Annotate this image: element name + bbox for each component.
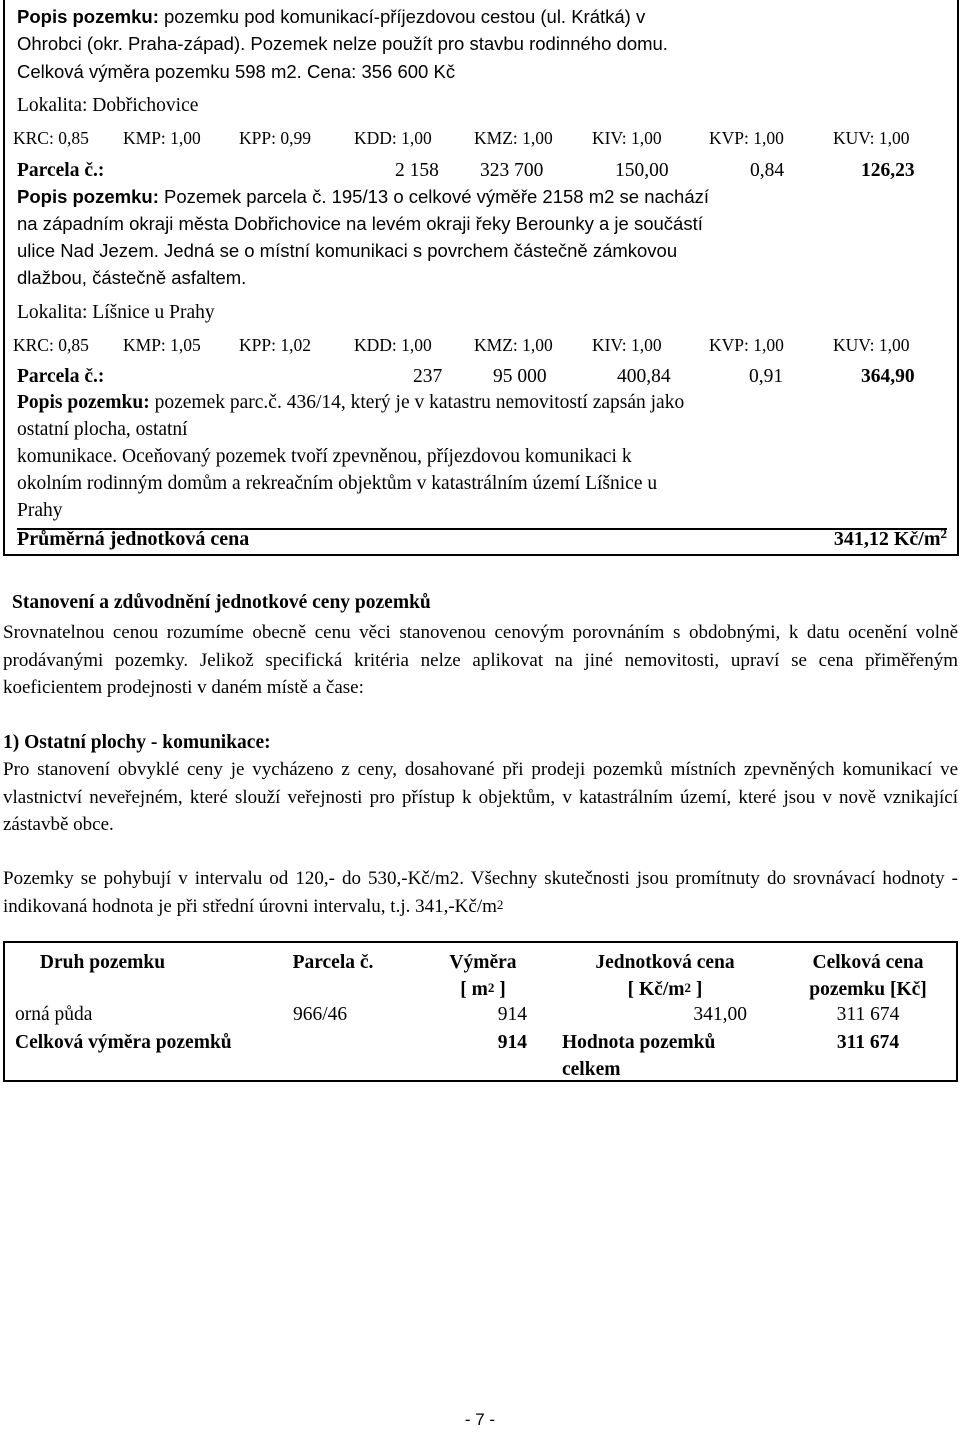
popis-line-2: Ohrobci (okr. Praha-západ). Pozemek nelze použít pro stavbu rodinného domu. — [17, 33, 668, 54]
koeficient-value: 0,91 — [749, 366, 784, 387]
average-price-value: 341,12 $Kč/m^2$ — [833, 526, 947, 550]
page-number: - 7 - — [464, 1410, 496, 1429]
popis-dobrichovice-1: Popis pozemku: Pozemek parcela č. 195/13 o celkové výměře 2158 m2 se nachází — [17, 186, 710, 207]
section-heading: Stanovení a zdůvodnění jednotkové ceny pozemků — [12, 592, 431, 613]
popis-lisnice-5: Prahy — [17, 500, 63, 521]
popis-lisnice-2: ostatní plocha, ostatní — [17, 419, 188, 440]
average-price-row — [17, 528, 947, 556]
koeficient-value: 0,84 — [750, 160, 785, 181]
popis-dobrichovice-2: na západním okraji města Dobřichovice na levém okraji řeky Berounky a je součástí — [17, 213, 703, 234]
parcela-label: Parcela č.: — [17, 160, 105, 181]
paragraph-srovnatelna-cena: Srovnatelnou cenou rozumíme obecně cenu věci stanovenou cenovým porovnáním s obdobnými, k datu ocenění volně prodávanými pozemky. Jelikož specifická kritéria nelze aplikovat na jiné nemovitosti, upraví se cena přiměřeným koeficientem prodejnosti v daném místě a čase: — [3, 622, 958, 698]
header-parcela: Parcela č. — [292, 952, 374, 973]
total-hodnota-label-2: celkem — [562, 1059, 621, 1080]
header-celkova-cena: Celková cena — [812, 952, 924, 973]
upravena-cena-value: 364,90 — [861, 366, 915, 387]
popis-lisnice-3: komunikace. Oceňovaný pozemek tvoří zpevněnou, příjezdovou komunikaci k — [17, 446, 632, 467]
header-jednotkova-cena-unit: [ $Kč/m^2$ ] — [627, 979, 703, 1000]
total-cena: 311 674 — [836, 1032, 900, 1053]
header-vymera: Výměra — [449, 952, 517, 973]
jedn-cena-value: 400,84 — [617, 366, 671, 387]
coefficients-row: KRC: 0,85 KMP: 1,00 KPP: 0,99 KDD: 1,00 KMZ: 1,00 KIV: 1,00 KVP: 1,00 KUV: 1,00 — [13, 128, 910, 148]
header-druh: Druh pozemku — [39, 952, 166, 973]
popis-line-1: Popis pozemku: pozemku pod komunikací-příjezdovou cestou (ul. Krátká) v — [17, 6, 646, 27]
cell-vymera: 914 — [497, 1004, 527, 1025]
total-hodnota-label: Hodnota pozemků — [562, 1032, 716, 1053]
popis-dobrichovice-4: dlažbou, částečně asfaltem. — [17, 267, 247, 288]
header-celkova-cena-unit: pozemku [Kč] — [809, 979, 927, 1000]
upravena-cena-value: 126,23 — [861, 160, 915, 181]
lokalita-lisnice: Lokalita: Líšnice u Prahy — [17, 302, 215, 323]
total-label: Celková výměra pozemků — [15, 1032, 232, 1053]
total-vymera: 914 — [497, 1032, 527, 1053]
jedn-cena-value: 150,00 — [615, 160, 669, 181]
cell-celkova-cena: 311 674 — [836, 1004, 900, 1025]
average-price-label: Průměrná jednotková cena — [17, 528, 250, 550]
vymera-value: 237 — [413, 366, 443, 387]
header-jednotkova-cena: Jednotková cena — [595, 952, 735, 973]
cell-parcela: 966/46 — [293, 1004, 348, 1025]
summary-table — [3, 941, 958, 1082]
paragraph-obvykla-cena: Pro stanovení obvyklé ceny je vycházeno z ceny, dosahované při prodeji pozemků místních zpevněných komunikací ve vlastnictví neveřejném, které slouží veřejnosti pro přístup k objektům, v katastrálním území, které jsou v nově vznikající zástavbě obce. — [3, 759, 958, 835]
parcela-label: Parcela č.: — [17, 366, 105, 387]
cell-jednotkova-cena: 341,00 — [693, 1004, 747, 1025]
cell-druh: orná půda — [15, 1004, 93, 1025]
popis-line-3: Celková výměra pozemku 598 m2. Cena: 356 600 Kč — [17, 61, 456, 82]
paragraph-interval: Pozemky se pohybují v intervalu od 120,- do 530,-Kč/m2. Všechny skutečnosti jsou promítnuty do srovnávací hodnoty - indikovaná hodnota je při střední úrovni intervalu, t.j. $341,-Kč/m^2$ — [3, 868, 958, 917]
cena-value: 95 000 — [493, 366, 547, 387]
lokalita-dobrichovice: Lokalita: Dobřichovice — [17, 95, 199, 116]
header-vymera-unit: [ $m^2$ ] — [460, 979, 506, 1000]
popis-lisnice-4: okolním rodinným domům a rekreačním objektům v katastrálním území Líšnice u — [17, 473, 658, 494]
popis-dobrichovice-3: ulice Nad Jezem. Jedná se o místní komunikaci s povrchem částečně zámkovou — [17, 240, 678, 261]
vymera-value: 2 158 — [395, 160, 439, 181]
subheading-komunikace: 1) Ostatní plochy - komunikace: — [3, 732, 271, 753]
coefficients-row: KRC: 0,85 KMP: 1,05 KPP: 1,02 KDD: 1,00 KMZ: 1,00 KIV: 1,00 KVP: 1,00 KUV: 1,00 — [13, 335, 910, 355]
popis-lisnice-1: Popis pozemku: pozemek parc.č. 436/14, který je v katastru nemovitostí zapsán jako — [17, 392, 685, 413]
cena-value: 323 700 — [480, 160, 544, 181]
comparison-block — [3, 0, 959, 556]
